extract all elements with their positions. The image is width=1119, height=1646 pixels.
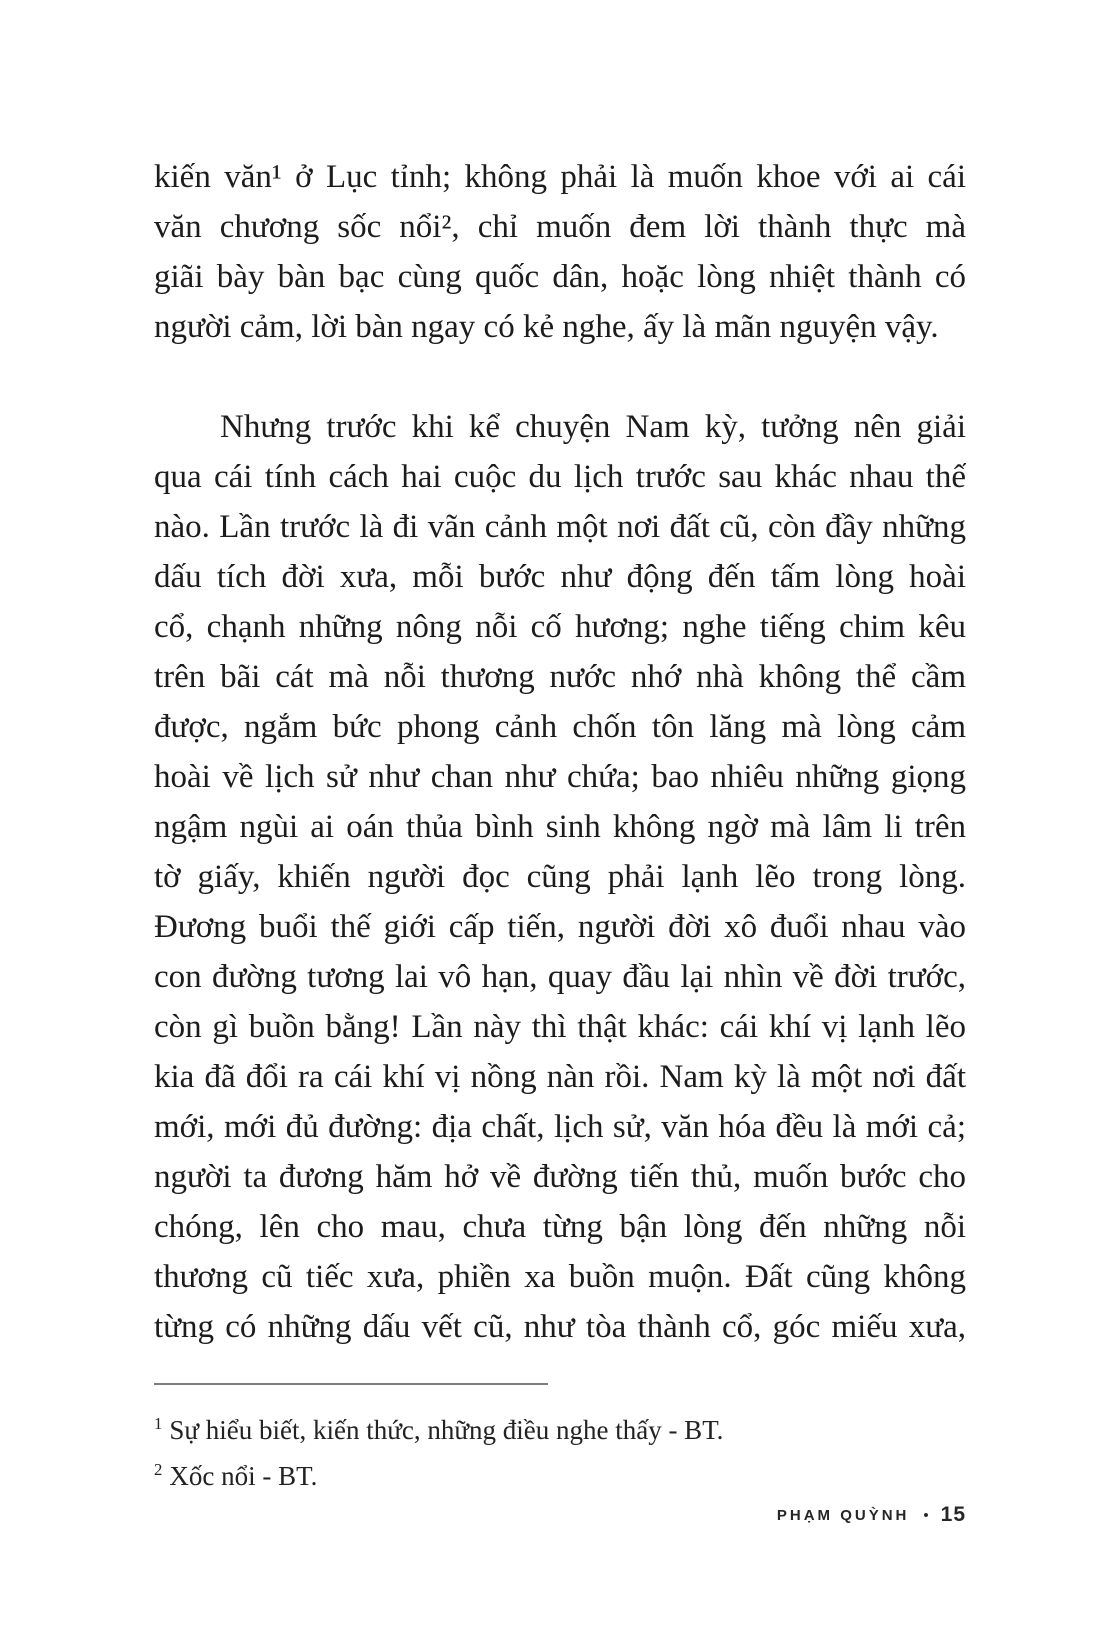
footnote <box>154 1407 966 1453</box>
text-line: Nhưng trước khi kể chuyện Nam kỳ, tưởng nên giải <box>220 409 966 445</box>
text-line: người ta đương hăm hở về đường tiến thủ, muốn bước cho <box>154 1159 966 1195</box>
footnote-text: Xốc nổi - BT. <box>169 1461 318 1491</box>
text-line: nào. Lần trước là đi vãn cảnh một nơi đất cũ, còn đầy những <box>154 509 966 545</box>
text-line: chóng, lên cho mau, chưa từng bận lòng đến những nỗi <box>154 1209 966 1245</box>
text-line: được, ngắm bức phong cảnh chốn tôn lăng mà lòng cảm <box>154 709 966 745</box>
footnote <box>154 1453 966 1499</box>
text-line: kiến văn¹ ở Lục tỉnh; không phải là muốn khoe với ai cái <box>154 159 966 195</box>
body-text <box>154 152 966 1352</box>
footnote-marker: 1 <box>154 1414 163 1433</box>
running-author: PHẠM QUỲNH <box>776 1506 910 1524</box>
text-line: Đương buổi thế giới cấp tiến, người đời xô đuổi nhau vào <box>154 909 966 945</box>
bullet-separator-icon: • <box>923 1506 929 1524</box>
footnote-marker: 2 <box>154 1460 163 1479</box>
text-line: thương cũ tiếc xưa, phiền xa buồn muộn. Đất cũng không <box>154 1259 966 1295</box>
page-number: 15 <box>940 1503 966 1526</box>
text-line: còn gì buồn bằng! Lần này thì thật khác: cái khí vị lạnh lẽo <box>154 1009 966 1045</box>
paragraph <box>154 152 966 352</box>
text-line: dấu tích đời xưa, mỗi bước như động đến tấm lòng hoài <box>154 559 966 595</box>
text-line: người cảm, lời bàn ngay có kẻ nghe, ấy là mãn nguyện vậy. <box>154 309 939 345</box>
text-line: kia đã đổi ra cái khí vị nồng nàn rồi. Nam kỳ là một nơi đất <box>154 1059 966 1095</box>
text-line: qua cái tính cách hai cuộc du lịch trước sau khác nhau thế <box>154 459 966 495</box>
text-line: con đường tương lai vô hạn, quay đầu lại nhìn về đời trước, <box>154 959 966 995</box>
text-line: từng có những dấu vết cũ, như tòa thành cổ, góc miếu xưa, <box>154 1309 966 1345</box>
paragraph <box>154 402 966 1352</box>
text-line: hoài về lịch sử như chan như chứa; bao nhiêu những giọng <box>154 759 966 795</box>
page-body <box>154 152 966 1499</box>
page-footer <box>777 1503 966 1527</box>
text-line: giãi bày bàn bạc cùng quốc dân, hoặc lòng nhiệt thành có <box>154 259 966 295</box>
footnote-text: Sự hiểu biết, kiến thức, những điều nghe thấy - BT. <box>169 1415 724 1445</box>
text-line: văn chương sốc nổi², chỉ muốn đem lời thành thực mà <box>154 209 966 245</box>
footnote-separator <box>154 1383 548 1385</box>
text-line: trên bãi cát mà nỗi thương nước nhớ nhà không thể cầm <box>154 659 966 695</box>
text-line: tờ giấy, khiến người đọc cũng phải lạnh lẽo trong lòng. <box>154 859 966 895</box>
footnotes <box>154 1407 966 1499</box>
text-line: mới, mới đủ đường: địa chất, lịch sử, văn hóa đều là mới cả; <box>154 1109 966 1145</box>
text-line: ngậm ngùi ai oán thủa bình sinh không ngờ mà lâm li trên <box>154 809 966 845</box>
text-line: cổ, chạnh những nông nỗi cố hương; nghe tiếng chim kêu <box>154 609 966 645</box>
